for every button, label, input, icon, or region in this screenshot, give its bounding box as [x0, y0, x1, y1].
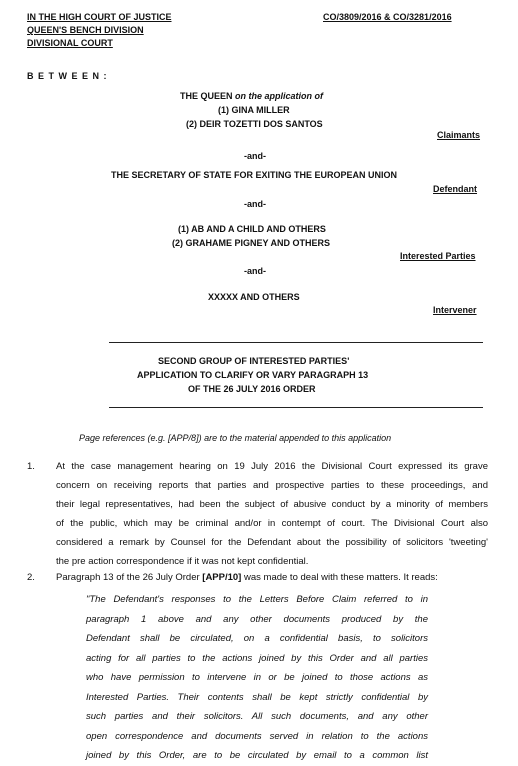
- paragraph-1-number: 1.: [27, 461, 35, 472]
- paragraph-1: [56, 457, 488, 571]
- paragraph-1-line: the pre action correspondence if it was not kept confidential.: [56, 556, 309, 567]
- application-title-2: APPLICATION TO CLARIFY OR VARY PARAGRAPH 13: [137, 370, 369, 380]
- intervener-label: Intervener: [433, 305, 477, 315]
- quote-line: joined by this Order, are to be circulated by email to a common list: [86, 750, 428, 761]
- top-divider: [109, 342, 483, 343]
- quote-line: Defendant shall be circulated, on a confidential basis, to solicitors: [86, 633, 428, 644]
- quote-line: paragraph 1 above and any other documents produced by the: [86, 613, 428, 625]
- interested-parties-label: Interested Parties: [400, 251, 476, 261]
- paragraph-2: Paragraph 13 of the 26 July Order [APP/10] was made to deal with these matters. It reads:: [56, 572, 438, 583]
- interested-party-1: (1) AB AND A CHILD AND OTHERS: [178, 224, 326, 234]
- case-number: CO/3809/2016 & CO/3281/2016: [323, 12, 452, 22]
- quote-line: such parties and their solicitors. All such documents, and any other: [86, 711, 428, 722]
- court-subdivision: DIVISIONAL COURT: [27, 38, 113, 48]
- page-reference-note: Page references (e.g. [APP/8]) are to the material appended to this application: [79, 433, 392, 443]
- defendant-label: Defendant: [433, 184, 478, 194]
- quote-line: who have permission to intervene in or be joined to those actions as: [86, 672, 428, 683]
- between-label: B E T W E E N :: [27, 71, 108, 81]
- intervener-name: XXXXX AND OTHERS: [208, 292, 300, 302]
- claimant-intro: THE QUEEN on the application of: [180, 91, 324, 101]
- and-separator-2: -and-: [244, 199, 266, 209]
- application-title-3: OF THE 26 JULY 2016 ORDER: [188, 384, 316, 394]
- quote-line: "The Defendant's responses to the Letters Before Claim referred to in: [86, 594, 428, 605]
- paragraph-1-line: of the public, which may be criminal and/or in contempt of court. The Divisional Court also: [56, 518, 488, 529]
- claimant-1: (1) GINA MILLER: [218, 105, 290, 115]
- paragraph-1-line: At the case management hearing on 19 July 2016 the Divisional Court expressed its grave: [56, 461, 488, 472]
- and-separator-3: -and-: [244, 266, 266, 276]
- claimant-2: (2) DEIR TOZETTI DOS SANTOS: [186, 119, 323, 129]
- application-title-1: SECOND GROUP OF INTERESTED PARTIES': [158, 356, 350, 366]
- quote-line: Interested Parties. Their contents shall be kept strictly confidential by: [86, 691, 428, 703]
- defendant-name: THE SECRETARY OF STATE FOR EXITING THE EUROPEAN UNION: [111, 170, 398, 180]
- quote-line: open correspondence and documents served in relation to the actions: [86, 730, 428, 742]
- court-division: QUEEN'S BENCH DIVISION: [27, 25, 144, 35]
- interested-party-2: (2) GRAHAME PIGNEY AND OTHERS: [172, 238, 331, 248]
- paragraph-2-number: 2.: [27, 572, 35, 583]
- and-separator-1: -and-: [244, 151, 266, 161]
- quote-line: acting for all parties to the actions joined by this Order and all parties: [86, 652, 428, 664]
- order-quote: [86, 590, 428, 766]
- paragraph-2-reference: [APP/10]: [202, 572, 242, 583]
- bottom-divider: [109, 407, 483, 408]
- paragraph-1-line: considered a remark by Counsel for the Defendant about the possibility of solicitors 'tweeting': [56, 537, 488, 548]
- paragraph-1-line: their legal representatives, had been the subject of abusive conduct by a minority of members: [56, 499, 488, 510]
- claimants-label: Claimants: [437, 130, 481, 140]
- paragraph-1-line: concern on receiving reports that parties and prospective parties to these proceedings, and: [56, 480, 488, 491]
- court-name: IN THE HIGH COURT OF JUSTICE: [27, 12, 172, 22]
